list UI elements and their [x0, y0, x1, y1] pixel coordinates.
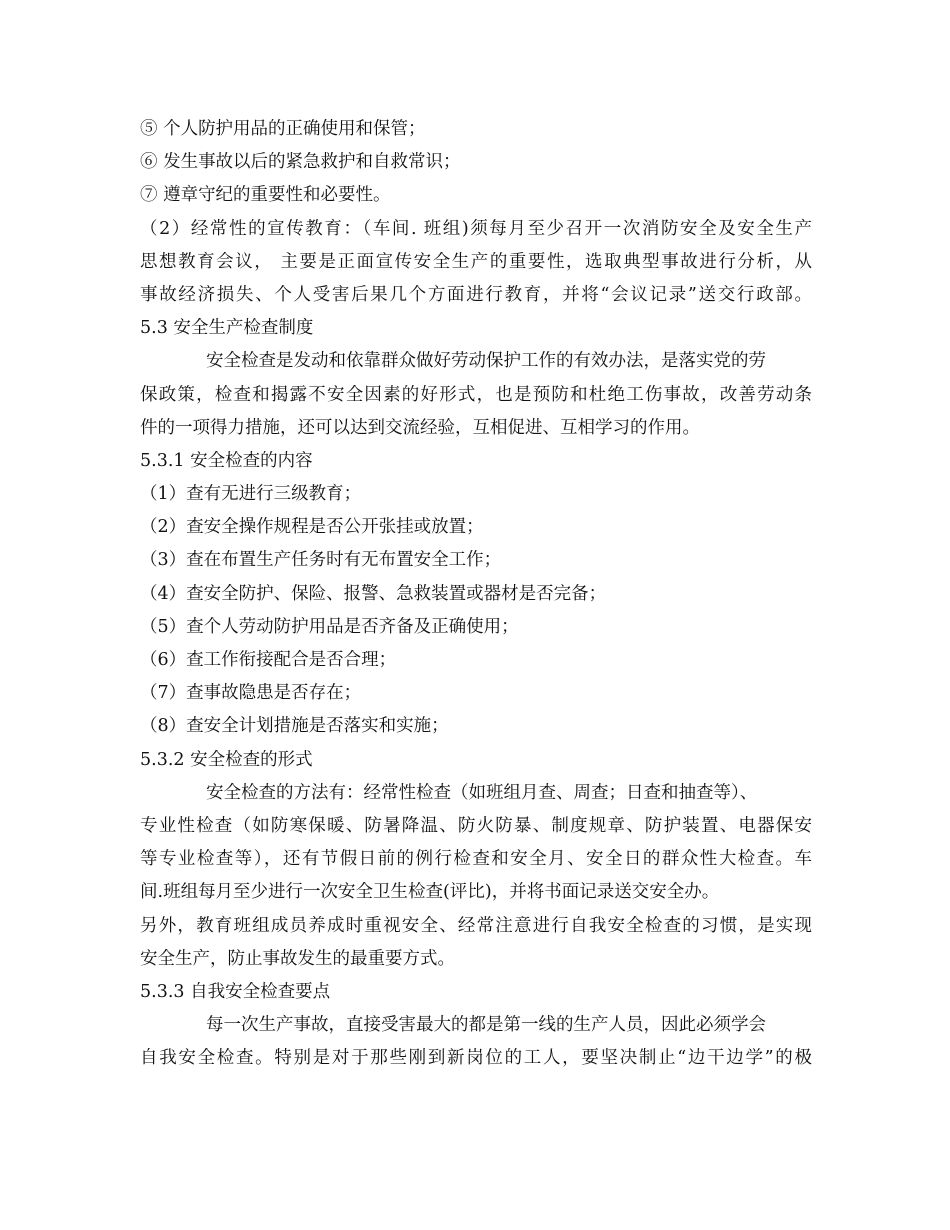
document-page — [140, 113, 812, 1075]
paragraph-text-line: 自我安全检查。特别是对于那些刚到新岗位的工人，要坚决制止“边干边学”的极 — [140, 1048, 812, 1069]
list-item: （7）查事故隐患是否存在； — [140, 683, 362, 704]
paragraph-text-line: 安全检查是发动和依靠群众做好劳动保护工作的有效办法，是落实党的劳 — [206, 351, 766, 372]
section-heading-5-3: 5.3 安全生产检查制度 — [140, 318, 314, 339]
list-item-discipline: ⑦ 遵章守纪的重要性和必要性。 — [140, 185, 391, 206]
paragraph-regular-education: （2）经常性的宣传教育：（车间. 班组)须每月至少召开一次消防安全及安全生产 — [140, 218, 812, 239]
paragraph-text-line: 安全生产，防止事故发生的最重要方式。 — [140, 948, 455, 969]
paragraph-text-line: 等专业检查等），还有节假日前的例行检查和安全月、安全日的群众性大检查。车 — [140, 849, 812, 870]
paragraph-text-line: 思想教育会议， 主要是正面宣传安全生产的重要性，选取典型事故进行分析，从 — [140, 251, 812, 272]
list-item-ppe-usage: ⑤ 个人防护用品的正确使用和保管； — [140, 119, 426, 139]
paragraph-text-line: 另外，教育班组成员养成时重视安全、经常注意进行自我安全检查的习惯，是实现 — [140, 915, 812, 936]
list-item: （4）查安全防护、保险、报警、急救装置或器材是否完备； — [140, 583, 607, 604]
paragraph-text-line: 间.班组每月至少进行一次安全卫生检查(评比)，并将书面记录送交安全办。 — [140, 882, 720, 903]
list-item: （1）查有无进行三级教育； — [140, 484, 362, 505]
list-item: （2）查安全操作规程是否公开张挂或放置； — [140, 517, 484, 538]
section-heading-5-3-1: 5.3.1 安全检查的内容 — [140, 450, 313, 471]
paragraph-text-line: 每一次生产事故，直接受害最大的都是第一线的生产人员，因此必须学会 — [206, 1015, 766, 1036]
paragraph-text-line: 保政策，检查和揭露不安全因素的好形式，也是预防和杜绝工伤事故，改善劳动条 — [140, 384, 812, 405]
paragraph-text-line: 件的一项得力措施，还可以达到交流经验，互相促进、互相学习的作用。 — [140, 417, 700, 438]
section-heading-5-3-2: 5.3.2 安全检查的形式 — [140, 749, 313, 770]
list-item: （5）查个人劳动防护用品是否齐备及正确使用； — [140, 616, 519, 637]
section-heading-5-3-3: 5.3.3 自我安全检查要点 — [140, 981, 331, 1002]
paragraph-text-line: 专业性检查（如防寒保暖、防暑降温、防火防暴、制度规章、防护装置、电器保安 — [140, 815, 812, 836]
list-item: （8）查安全计划措施是否落实和实施； — [140, 716, 449, 737]
paragraph-text-line: 事故经济损失、个人受害后果几个方面进行教育，并将“会议记录”送交行政部。 — [140, 284, 812, 305]
list-item: （3）查在布置生产任务时有无布置安全工作； — [140, 550, 502, 571]
list-item-emergency-rescue: ⑥ 发生事故以后的紧急救护和自救常识； — [140, 152, 461, 173]
list-item: （6）查工作衔接配合是否合理； — [140, 650, 397, 670]
paragraph-text-line: 安全检查的方法有：经常性检查（如班组月查、周查；日查和抽查等）、 — [206, 782, 758, 803]
